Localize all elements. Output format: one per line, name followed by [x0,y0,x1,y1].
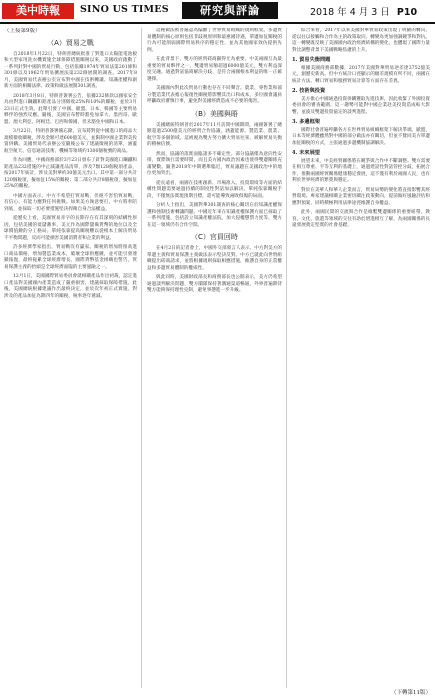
section-heading-b: （B）美國與晤 [191,109,238,118]
paragraph: 與此同時，美國財政部長和商務部長也公開表示，美方仍希望通過談判解決問題，雙方團隊保持著溝通渠道暢通。外界普遍期待雙方能夠保持理性克制，避免事態進一步升級。 [147,275,282,293]
subheading: 2. 技術與投資 [292,88,326,94]
column-2 [147,28,282,688]
column-divider [286,28,287,688]
paragraph: 綜合來看，2017年以來美國對華貿易政策出現了明顯的轉向。從以往以接觸和合作為主的政策取向，轉變為更加強調競爭和對抗。這一轉變既反映了美國國內政治經濟結構的變化，也體現了國際力量對比調整背景下美國戰略焦慮的上升。 [292,28,430,53]
paragraph: 國際社會普遍呼籲各方在世界貿易組織框架下解決爭端。歐盟、日本等經濟體雖然對中國的部分做法亦有關切，但並不贊同美方單邊加征關稅的方式，主張通過多邊機制協調解決。 [292,127,430,146]
paragraph: 然而，協議的落實面臨諸多不確定性。部分協議僅為意向性安排，實際執行需要時間，而且美方國內政治因素也使得雙邊關係充滿變數。隨著2018年中期選舉臨近，貿易議題在美國政治中的地位更加突出。 [147,151,282,176]
issue-date: 2018 年 4 月 3 日 [310,7,390,18]
section-heading-a: （A）貿易之戰 [47,38,94,47]
newspaper-logo: 美中時報 [2,3,74,19]
masthead-rule [0,22,435,24]
paragraph: 根據美國商務部數據，2017年美國對華貿易逆差達3752億美元，創歷史新高。但中方統計口徑顯示的順差規模有所不同，兩國在統計方法、轉口貿易和服務貿易計算等方面存在差異。 [292,65,430,84]
paragraph: 3月22日，特朗普簽署備忘錄，宣布將對從中國進口的商品大規模徵收關稅，涉及金額可達600億美元，並限制中國企業對美投資併購。美國貿易代表辦公室隨後公布了建議徵稅的清單，涵蓋航空航天、信息通訊技術、機械等領域約1300個稅號的商品。 [4,129,137,154]
continued-from-note: （上接第9版） [4,28,41,34]
paragraph: 自2018年1月22日，特朗普總統批准了對進口太陽能電池板和大型家用洗衣機實施全球保障措施關稅以來，美國政府啟動了一系列針對中國的貿易行動，包括依據1974年貿易法第201條和301條以及1962年貿易擴展法第232條展開的調查。2017年8月，美國貿易代表辦公室宣布對中國在技術轉讓、知識產權和創新方面的相關法律、政策和做法展開301調查。 [4,51,137,89]
section-title: 研究與評論 [182,2,278,19]
paragraph: 作為回應，中國商務部於3月23日發布了針對美國進口鋼鐵和鋁產品232措施的中止減讓產品清單，涉及7類128個稅項產品，按2017年統計，涉及美對華約30億美元出口。其中第一部分共計120個稅項，擬加征15%的關稅；第二部分共計8個稅項，擬加征25%的關稅。 [4,158,137,189]
paragraph: 美國國內對此次貿易行動也存在不同聲音。農業、零售業和部分製造業代表擔心報復性關稅將影響其出口和成本，多位國會議員呼籲政府審慎行事，避免對美國經濟造成不必要的傷害。 [147,86,282,104]
column-divider [141,28,142,688]
paragraph: 在4月2日的記者會上，中國外交部發言人表示，中方對美方的單邊主義和貿易保護主義做法表示堅決反對。中方已就此向世貿組織提出磋商請求，並將根據規則採取相應措施，維護自身的正當權益和多邊貿易體制的權威性。 [147,246,282,271]
subheading: 4. 未來展望 [292,150,320,156]
page-number: P10 [396,7,418,18]
masthead [0,0,435,22]
paragraph: 在此背景下，雙方的經貿磋商顯得尤為重要。中美兩國互為最重要的貿易夥伴之一，雙邊貿易額超過6000億美元，雙方利益深度交融。通過對話協商解決分歧，是符合兩國根本利益的唯一正確選擇。 [147,57,282,82]
paragraph: 此外，兩國民間的交流與合作是維繫雙邊關係的重要紐帶。教育、文化、旅遊等領域的交往有助於增進相互了解，為兩國關係的長遠發展奠定堅實的社會基礎。 [292,210,430,228]
continued-on-note: （下轉第11版） [391,690,431,696]
paragraph: 美方擔心中國通過投資併購獲取先進技術，因此收緊了外國投資委員會的審查範圍。這一趨勢可能對中國企業赴美投資造成較大影響，並波及雙邊投資協定的談判進程。 [292,96,430,115]
section-heading-c: （C）官員回時 [191,233,238,241]
paragraph: 分析人士指出，美國對華301調查的核心關切在於知識產權保護和強制技術轉讓問題。中國近年來在知識產權保護方面已採取了一系列措施，包括設立知識產權法院、加大侵權懲罰力度等，雙方在這一領域仍有合作空間。 [147,203,282,228]
column-3 [292,28,430,688]
paragraph: 這種做法被普遍認為偏離了世界貿易組織的規則框架。多邊貿易體制的核心原則包括非歧視原則和最惠國待遇，單邊加征關稅的行為可能削弱國際貿易秩序的穩定性，並為其他國家效仿提供先例。 [147,28,282,53]
paragraph: 展望未來，中美經貿關係將在競爭與合作中不斷調整。雙方需要在相互尊重、平等互利的基礎上，通過建設性對話管控分歧，拓展合作，推動兩國經貿關係健康穩定發展，這不僅有利於兩國人民，也有利於世界經濟的繁榮與穩定。 [292,158,430,183]
english-name: SINO US TIMES [80,4,169,15]
paragraph: 從歷史上看，美國貿易赤字的長期存在有其深刻的結構性原因，包括美國的低儲蓄率、美元作為國際儲備貨幣的地位以及全球價值鏈的分工格局。單純依靠提高關稅難以從根本上解決貿易不平衡問題，反而可能損害美國消費者和企業的利益。 [4,216,137,241]
dateline [310,4,417,18]
column-1 [4,28,137,688]
paragraph: 美國總統特朗普於2017年11月訪問中國期間，兩國簽署了總額超過2500億美元的經貿合作協議，涵蓋能源、製造業、農業、航空等多個領域。這被視為雙方努力擴大貿易往來、緩解貿易失衡的積極信號。 [147,122,282,147]
paragraph: 2018年3月8日，特朗普簽署公告，依據232條款以國家安全為由對進口鋼鐵和鋁產品分別徵收25%和10%的關稅，並於3月23日正式生效。此舉引發了中國、歐盟、日本、韓國等主要貿易夥伴的強烈反應。隨後，美國宣布暫時豁免加拿大、墨西哥、歐盟、澳大利亞、阿根廷、巴西和韓國，但未豁免中國和日本。 [4,93,137,125]
subheading: 1. 貿易失衡問題 [292,57,331,63]
paragraph: 12月1日，美國國際貿易委員會就相關產品作出初裁，認定進口產品對美國國內產業造成了嚴重損害，建議採取保障措施。此後，美國總統根據建議作出最終決定，並於次年初正式實施，對涉及的產品加征為期四年的關稅，稅率逐年遞減。 [4,274,137,299]
paragraph: 許多經濟學家指出，貿易戰沒有贏家。關稅的增加將推高進口商品價格，增加製造業成本，破壞全球供應鏈，並可能引發連鎖報復，最終拖累全球經濟增長。國際貨幣基金組織也警告，貿易保護主義的抬頭是全球經濟面臨的主要風險之一。 [4,245,137,270]
paragraph: 對於在美華人和華人企業而言，貿易局勢的變化將直接影響其經營環境。專家建議相關企業密切關注政策動向，提前做好風險評估和應對預案，同時積極利用法律途徑維護自身權益。 [292,187,430,206]
paragraph: 中國方面表示，中方不希望打貿易戰，但絕不害怕貿易戰，有信心、有能力應對任何挑戰。如果美方執意要打，中方將奉陪到底，並採取一切必要措施堅決捍衛自身合法權益。 [4,193,137,212]
paragraph: 從長遠看，兩國在技術創新、市場准入、投資環境等方面的結構性問題需要通過持續的制度性對話加以解決。單純依靠關稅手段，不僅無法實現預期目標，還可能導致兩敗俱傷的局面。 [147,180,282,199]
subheading: 3. 多邊框架 [292,119,320,125]
